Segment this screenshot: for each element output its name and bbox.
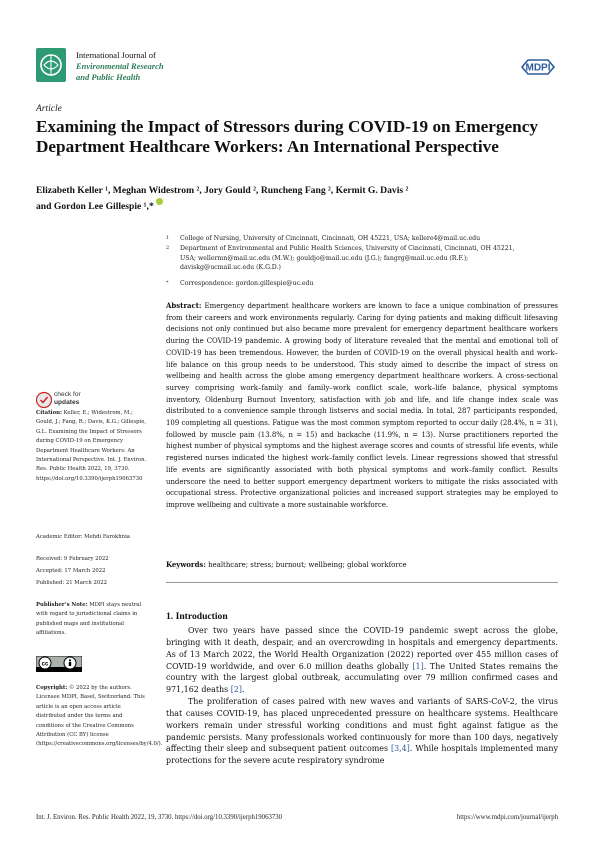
citation-text: Keller, E.; Widestrom, M.; Gould, J.; Fang, R.; Davis, K.G.; Gillespie, G.L. Examining the Impact of Stressors during COVID-19 on Emergency Department Healthcare Workers: An International Perspective. Int. J. Environ. Res. Public Health 2022, 19, 3730. https://doi.org/10.3390/ijerph19063730 [36, 410, 147, 482]
affiliation-2 [166, 244, 526, 273]
footer-journal-url[interactable]: https://www.mdpi.com/journal/ijerph [456, 814, 558, 821]
correspondence [166, 279, 558, 289]
affiliation-text: Department of Environmental and Public Health Sciences, University of Cincinnati, Cincinnati, OH 45221, USA; wellermn@mail.uc.edu (M.W.); gouldjo@mail.uc.edu (J.G.); fangrg@mail.uc.edu (R.F.); daviskg@ucmail.uc.edu (K.G.D.) [180, 245, 515, 272]
publisher-note-text: MDPI stays neutral with regard to jurisdictional claims in published maps and institutional affiliations. [36, 602, 142, 637]
copyright-text: © 2022 by the authors. Licensee MDPI, Basel, Switzerland. This article is an open access article distributed under the terms and conditions of the Creative Commons Attribution (CC BY) license (https://creativecommons.org/licenses/by/4.0/). [36, 685, 163, 748]
citation-block [36, 409, 148, 484]
abstract-label: Abstract: [166, 301, 202, 310]
keywords-text: healthcare; stress; burnout; wellbeing; global workforce [208, 561, 407, 569]
intro-paragraph-1 [166, 625, 558, 696]
publisher-note [36, 601, 148, 639]
introduction-body [166, 625, 558, 767]
citation-label: Citation: [36, 410, 62, 416]
journal-name-line2: Environmental Research [76, 61, 164, 71]
affiliation-number: 1 [166, 235, 170, 241]
journal-name-line1: International Journal of [76, 50, 156, 60]
publisher-note-label: Publisher’s Note: [36, 602, 88, 608]
affiliation-number: * [166, 280, 169, 286]
abstract-text: Emergency department healthcare workers are known to face a unique combination of pressures from their careers and work environments regularly. Caring for dying patients and making difficult lifesaving decisions not only continued but also became more prevalent for emergency department healthcare workers during the COVID-19 pandemic. A growing body of literature revealed that the mental and emotional toll of COVID-19 has been tremendous. However, the burden of COVID-19 on the overall physical health and work–life balance on this group needs to be understood. This study aimed to describe the impact of stress on wellbeing and health across the globe among emergency department healthcare workers. A cross-sectional survey comprising work–family and family–work conflict scale, work–life balance, physical symptoms inventory, Oldenburg Burnout Inventory, satisfaction with job and life, and life change index scale was distributed to a convenience sample through listservs and social media. In total, 287 participants responded, 109 completing all questions. Fatigue was the most common symptom reported to occur daily (28.4%, n = 31), followed by muscle pain (13.8%, n = 15) and backache (11.9%, n = 13). Nurse practitioners reported the highest number of physical symptoms and the highest average scores and counts of stressful life events, while registered nurses indicated the highest work–family conflict levels. Linear regressions showed that stressful life events are significantly associated with both physical symptoms and work–family conflict. Results underscore the need to better support emergency department workers to mitigate the risks associated with occupational stress. Protective organizational policies and increased support strategies may be employed to improve wellbeing and cultivate a more sustainable workforce. [166, 302, 558, 509]
reference-link[interactable]: [2] [230, 685, 243, 695]
copyright-label: Copyright: [36, 685, 68, 691]
abstract [166, 300, 558, 512]
orcid-icon[interactable] [156, 198, 163, 205]
intro-text: . [242, 685, 245, 695]
intro-text: Over two years have passed since the COVID-19 pandemic swept across the globe, bringing with it death, despair, and an overcrowding in hospitals and emergency departments. As of 13 March 2022, the World Health Organization (2022) reported over 455 million cases of COVID-19 worldwide, and over 6.0 million deaths globally [166, 626, 558, 671]
keywords-label: Keywords: [166, 560, 206, 569]
intro-text: . While hospitals implemented many protections for the severe acute respiratory syndrome [166, 744, 558, 766]
article-title: Examining the Impact of Stressors during COVID-19 on Emergency Department Healthcare Workers: An International Perspective [36, 117, 538, 156]
published-date: Published: 21 March 2022 [36, 580, 107, 586]
authors-line1: Elizabeth Keller ¹, Meghan Widestrom ², Jory Gould ², Runcheng Fang ², Kermit G. Davis ² [36, 185, 409, 196]
authors-line2-wrap [36, 198, 556, 214]
affiliation-number: 2 [166, 245, 170, 251]
reference-link[interactable]: [1] [412, 661, 424, 671]
accepted-date: Accepted: 17 March 2022 [36, 568, 106, 574]
article-type: Article [36, 104, 62, 114]
reference-link[interactable]: [3,4] [391, 744, 410, 754]
section-heading-introduction: 1. Introduction [166, 611, 228, 622]
journal-logo-icon [36, 48, 66, 82]
received-date: Received: 9 February 2022 [36, 556, 109, 562]
check-for-updates-label[interactable] [54, 391, 81, 407]
mdpi-logo-text: MDPI [525, 62, 551, 74]
affiliation-text: College of Nursing, University of Cincinnati, Cincinnati, OH 45221, USA; kellere4@mail.uc.edu [180, 235, 481, 242]
correspondence-text: Correspondence: gordon.gillespie@uc.edu [180, 280, 314, 287]
academic-editor: Academic Editor: Mehdi Farokhnia [36, 534, 130, 540]
intro-paragraph-2 [166, 696, 558, 767]
check-updates-line2: updates [54, 399, 80, 406]
journal-name-line3: and Public Health [76, 72, 141, 82]
author-list [36, 183, 556, 214]
cc-by-license-icon[interactable] [36, 656, 82, 672]
footer-citation[interactable]: Int. J. Environ. Res. Public Health 2022, 19, 3730. https://doi.org/10.3390/ijerph19063730 [36, 814, 283, 821]
affiliation-1 [166, 234, 558, 244]
intro-text: . The United States remains the country with the largest global outbreak, accumulating over 79 million confirmed cases and 971,162 deaths [166, 661, 558, 695]
keywords [166, 560, 558, 569]
section-divider [166, 582, 558, 583]
intro-text: The proliferation of cases paired with new waves and variants of SARS-CoV-2, the virus that causes COVID-19, has placed unprecedented pressure on healthcare systems. Healthcare workers remain under stressful working conditions and must fight against fatigue as the pandemic persists. Many professionals worked continuously for more than 100 days, negatively affecting their sleep and subsequent patient outcomes [166, 697, 558, 754]
svg-text:cc: cc [41, 661, 49, 668]
copyright-block [36, 684, 163, 750]
mdpi-logo[interactable] [518, 57, 558, 77]
check-updates-line1: check for [54, 391, 81, 398]
authors-line2: and Gordon Lee Gillespie ¹,* [36, 201, 154, 213]
